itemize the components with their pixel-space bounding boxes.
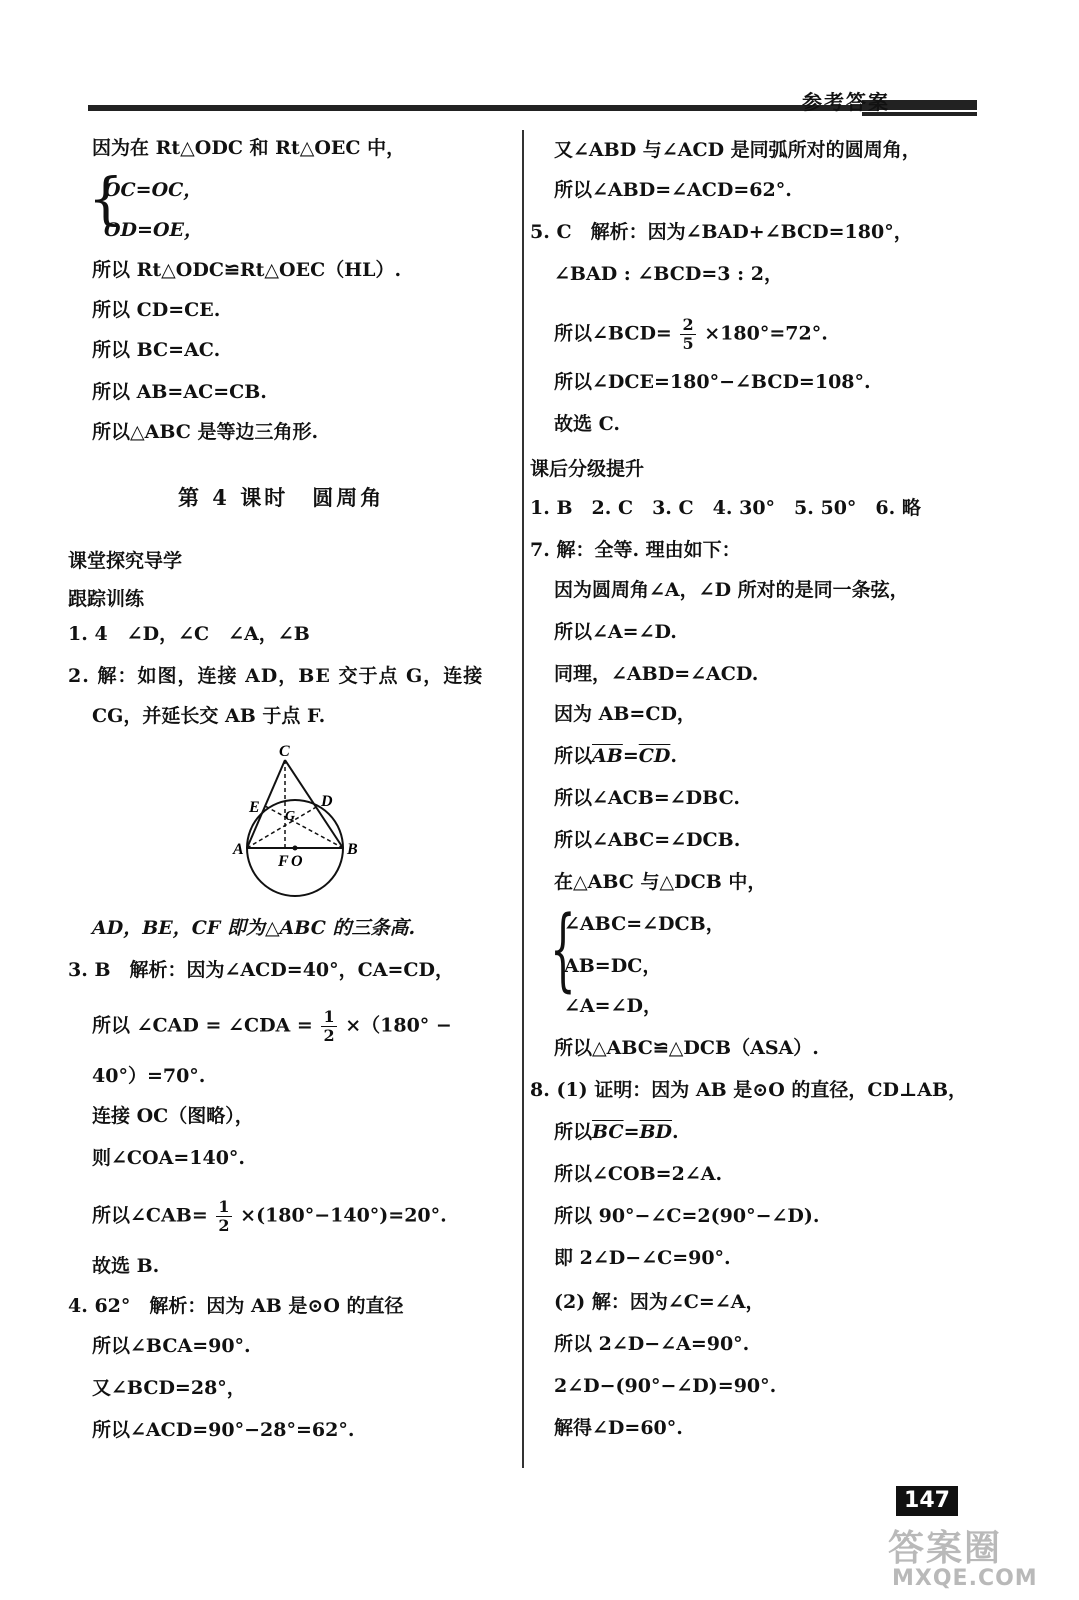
section-heading: 课后分级提升	[530, 458, 645, 480]
expr-part: =	[623, 1121, 640, 1143]
answer-line: 同理，∠ABD=∠ACD.	[554, 663, 759, 685]
side-cb	[285, 760, 343, 848]
watermark-logo: 答案圈	[888, 1528, 1003, 1569]
answer-line: 即 2∠D−∠C=90°.	[554, 1247, 731, 1269]
label-o: O	[291, 853, 303, 870]
expr-part: .	[670, 745, 677, 767]
answer-line: (2) 解：因为∠C=∠A，	[554, 1291, 765, 1313]
arc: $\overline{CD}$	[638, 745, 671, 767]
expr-part: 所以	[554, 1121, 593, 1143]
text-line: 所以△ABC 是等边三角形.	[92, 421, 319, 443]
label-a: A	[233, 841, 244, 858]
expr-part: ×180°=72°.	[704, 322, 828, 345]
fraction: $\frac{1}{2}$	[323, 1007, 335, 1045]
answer-line: 1. B 2. C 3. C 4. 30° 5. 50° 6. 略	[530, 497, 921, 519]
answer-line: 4. 62° 解析：因为 AB 是⊙O 的直径	[68, 1295, 404, 1317]
brace: {	[88, 167, 124, 232]
section-heading: 跟踪训练	[68, 588, 145, 610]
expr-part: 所以∠BCD=	[554, 322, 672, 345]
answer-line: 因为圆周角∠A，∠D 所对的是同一条弦，	[554, 579, 909, 601]
column-divider	[522, 130, 524, 1468]
answer-line: 则∠COA=140°.	[92, 1147, 246, 1169]
expr-part: =	[622, 745, 639, 767]
answer-line: 连接 OC（图略），	[92, 1105, 254, 1127]
answer-line: 在△ABC 与△DCB 中，	[554, 871, 767, 893]
answer-line: CG，并延长交 AB 于点 F.	[92, 705, 326, 727]
label-c: C	[279, 743, 290, 760]
text-line: 所以 BC=AC.	[92, 339, 221, 361]
answer-line: 又∠BCD=28°，	[92, 1377, 246, 1399]
answer-line: 5. C 解析：因为∠BAD+∠BCD=180°，	[530, 221, 913, 243]
system-line: ∠ABC=∠DCB，	[564, 913, 725, 935]
answer-line: 7. 解：全等. 理由如下：	[530, 539, 741, 561]
arc: $\overline{AB}$	[592, 745, 623, 767]
watermark-url: MXQE.COM	[892, 1566, 1038, 1591]
answer-line: 8. (1) 证明：因为 AB 是⊙O 的直径，CD⊥AB，	[530, 1079, 968, 1101]
brace: {	[550, 897, 576, 1002]
answer-line: 1. 4 ∠D，∠C ∠A，∠B	[68, 623, 310, 645]
page-number: 147	[896, 1486, 958, 1516]
answer-line	[554, 316, 828, 353]
system-line: OD=OE，	[104, 219, 203, 241]
system-line: AB=DC，	[564, 955, 662, 977]
label-e: E	[249, 799, 260, 816]
answer-line: 因为 AB=CD，	[554, 703, 696, 725]
answer-line: 解得∠D=60°.	[554, 1417, 683, 1439]
expr-part: 所以 ∠CAD = ∠CDA =	[92, 1014, 313, 1037]
answer-line: 所以∠ABD=∠ACD=62°.	[554, 179, 792, 201]
fraction: $\frac{1}{2}$	[218, 1197, 230, 1235]
answer-line: 故选 B.	[92, 1255, 160, 1277]
fraction: $\frac{2}{5}$	[682, 315, 694, 353]
answer-line: 所以∠DCE=180°−∠BCD=108°.	[554, 371, 871, 393]
geometry-figure	[225, 740, 385, 910]
arc: $\overline{BD}$	[639, 1121, 673, 1143]
section-heading: 课堂探究导学	[68, 550, 183, 572]
expr-part: ×（180° −	[345, 1014, 452, 1037]
center-dot	[293, 846, 298, 851]
answer-line: 所以∠ACB=∠DBC.	[554, 787, 740, 809]
label-f: F	[278, 853, 289, 870]
label-d: D	[321, 793, 333, 810]
text-line: 所以 AB=AC=CB.	[92, 381, 267, 403]
answer-line	[554, 1120, 679, 1144]
answer-line	[92, 1198, 447, 1235]
header-title: 参考答案	[802, 90, 890, 114]
answer-line	[554, 744, 677, 768]
label-b: B	[347, 841, 358, 858]
arc: $\overline{BC}$	[592, 1121, 624, 1143]
system-line: OC=OC，	[104, 179, 203, 201]
answer-line: 所以△ABC≌△DCB（ASA）.	[554, 1037, 819, 1059]
answer-line: 3. B 解析：因为∠ACD=40°，CA=CD，	[68, 959, 455, 981]
system-line: ∠A=∠D，	[564, 995, 662, 1017]
answer-line: 2. 解：如图，连接 AD，BE 交于点 G，连接	[68, 665, 484, 687]
answer-line: 故选 C.	[554, 413, 621, 435]
label-g: G	[285, 809, 296, 824]
lesson-title: 第 4 课时 圆周角	[178, 485, 385, 510]
expr-part: 所以∠CAB=	[92, 1204, 208, 1227]
expr-part: ×(180°−140°)=20°.	[240, 1204, 447, 1227]
text-line: 所以 Rt△ODC≌Rt△OEC（HL）.	[92, 259, 402, 281]
header-rule	[88, 105, 878, 111]
expr-part: 所以	[554, 745, 593, 767]
answer-line: 所以∠ACD=90°−28°=62°.	[92, 1419, 355, 1441]
answer-line: 所以∠BCA=90°.	[92, 1335, 251, 1357]
answer-line: 所以∠A=∠D.	[554, 621, 677, 643]
answer-line: AD，BE，CF 即为△ABC 的三条高.	[92, 917, 416, 939]
text-line: 因为在 Rt△ODC 和 Rt△OEC 中，	[92, 137, 406, 159]
answer-line: 40°）=70°.	[92, 1065, 206, 1087]
answer-line	[92, 1008, 452, 1045]
answer-line: 所以∠COB=2∠A.	[554, 1163, 723, 1185]
answer-line: 所以 2∠D−∠A=90°.	[554, 1333, 750, 1355]
answer-line: 所以∠ABC=∠DCB.	[554, 829, 741, 851]
text-line: 所以 CD=CE.	[92, 299, 221, 321]
answer-line: 所以 90°−∠C=2(90°−∠D).	[554, 1205, 820, 1227]
altitude-be	[265, 806, 343, 848]
answer-line: 又∠ABD 与∠ACD 是同弧所对的圆周角，	[554, 139, 921, 161]
expr-part: .	[672, 1121, 679, 1143]
answer-line: 2∠D−(90°−∠D)=90°.	[554, 1375, 777, 1397]
answer-line: ∠BAD : ∠BCD=3 : 2，	[554, 263, 783, 285]
